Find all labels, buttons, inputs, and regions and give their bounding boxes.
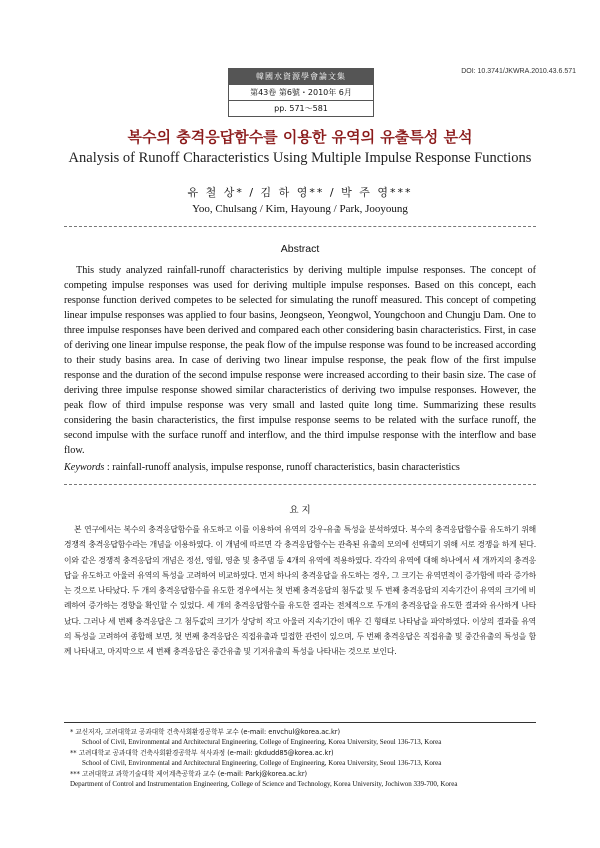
keywords-label: Keywords: [64, 462, 105, 473]
footnote-3-en: Department of Control and Instrumentation Engineering, College of Science and Technology, Korea University, Jochiwon 339-700, Korea: [70, 780, 458, 789]
abstract-heading: Abstract: [280, 243, 320, 255]
keywords-text: : rainfall-runoff analysis, impulse response, runoff characteristics, basin characteristics: [106, 462, 460, 473]
abstract-text: This study analyzed rainfall-runoff characteristics by deriving multiple impulse responses. The concept of competing impulse responses was used for deriving multiple impulse responses. Based on this concept, each response function derived competes to be selected for simulating the runoff measured. This concept of competing linear impulse responses was applied to four basins, Jeongseon, Yeongwol, Youngchoon and Chungju Dam. One to three impulse responses have been derived and compared each other considering basin characteristics. First, in case of deriving one linear impulse response, the peak flow of the impulse response was found to be increased according to their study basins area. In case of deriving two linear impulse response, the peak flow of the first impulse response and the duration of the second impulse response were increased according to their basin size. The case of deriving three impulse response showed similar characteristics of deriving two impulse responses. However, the peak flow of third impulse response was very small and lasted quite long time. Summarizing these results considering the basin characteristics, the first impulse response seems to be related with the surface runoff, the second impulse with the surface runoff and interflow, and the third impulse response with the interflow and base flow.: [64, 265, 536, 456]
yoji-text: 본 연구에서는 복수의 충격응답함수를 유도하고 이를 이용하여 유역의 강우-유출 특성을 분석하였다. 복수의 충격응답함수를 유도하기 위해 경쟁적 충격응답함수라는 개념을 이용하였다. 이 개념에 따르면 각 충격응답함수는 관측된 유출의 모의에 선택되기 위해 서로 경쟁을 하게 된다. 이와 같은 경쟁적 충격응답의 개념은 정선, 영월, 영춘 및 충주댐 등 4개의 유역에 적용하였다. 각각의 유역에 대해 하나에서 세 개까지의 충격응답을 유도하고 아울러 유역의 특성을 고려하여 비교하였다. 먼저 하나의 충격응답을 유도하는 경우, 그 크기는 유역면적이 증가함에 따라 증가하는 것으로 나타났다. 두 개의 충격응답함수를 유도한 경우에서는 첫 번째 충격응답의 첨두값 및 두 번째 충격응답의 지속기간이 유역의 크기에 비례하여 증가하는 경향을 확인할 수 있었다. 세 개의 충격응답함수를 유도한 결과는 전체적으로 두개의 충격응답을 유도한 결과와 유사하게 나타났다. 그러나 세 번째 충격응답은 그 첨두값의 크기가 상당히 작고 아울러 지속기간이 매우 긴 형태로 나타남을 파악하였다. 이상의 결과를 유역의 특성을 고려하여 종합해 보면, 첫 번째 충격응답은 직접유출과 밀접한 관련이 있으며, 두 번째 충격응답은 직접유출 및 중간유출의 특성을 함께 나타내고, 마지막으로 세 번째 충격응답은 중간유출 및 기저유출의 특성을 나타내는 것으로 보인다.: [64, 525, 536, 657]
doi-label[interactable]: DOI: 10.3741/JKWRA.2010.43.6.571: [461, 68, 576, 75]
divider: [64, 484, 536, 485]
authors-korean: 유 철 상* / 김 하 영** / 박 주 영***: [187, 186, 413, 199]
title-korean: 복수의 충격응답함수를 이용한 유역의 유출특성 분석: [127, 128, 473, 146]
yoji-heading: 요 지: [289, 505, 311, 516]
title-english: Analysis of Runoff Characteristics Using Multiple Impulse Response Functions: [68, 150, 532, 166]
journal-name: 韓國水資源學會論文集: [228, 68, 374, 85]
footnote-1-ko: * 교신저자, 고려대학교 공과대학 건축사회환경공학부 교수 (e-mail: envchul@korea.ac.kr): [70, 728, 341, 736]
footnote-2-en: School of Civil, Environmental and Architectural Engineering, College of Engineering, Korea University, Seoul 136-713, Korea: [82, 759, 442, 768]
divider: [64, 226, 536, 227]
journal-info-box: [228, 68, 374, 117]
footnote-1-en: School of Civil, Environmental and Architectural Engineering, College of Engineering, Korea University, Seoul 136-713, Korea: [82, 738, 442, 747]
footnote-3-ko: *** 고려대학교 과학기술대학 제어계측공학과 교수 (e-mail: Parkj@korea.ac.kr): [70, 769, 308, 778]
journal-pages: pp. 571～581: [228, 101, 374, 117]
footnotes: [70, 727, 540, 789]
keywords: [64, 462, 536, 473]
journal-volume-issue: 第43卷 第6號・2010年 6月: [228, 85, 374, 101]
footnote-2-ko: ** 고려대학교 공과대학 건축사회환경공학부 석사과정 (e-mail: gkdudd85@korea.ac.kr): [70, 748, 334, 757]
footnote-divider: [64, 722, 536, 723]
authors-english: Yoo, Chulsang / Kim, Hayoung / Park, Jooyoung: [192, 203, 408, 215]
